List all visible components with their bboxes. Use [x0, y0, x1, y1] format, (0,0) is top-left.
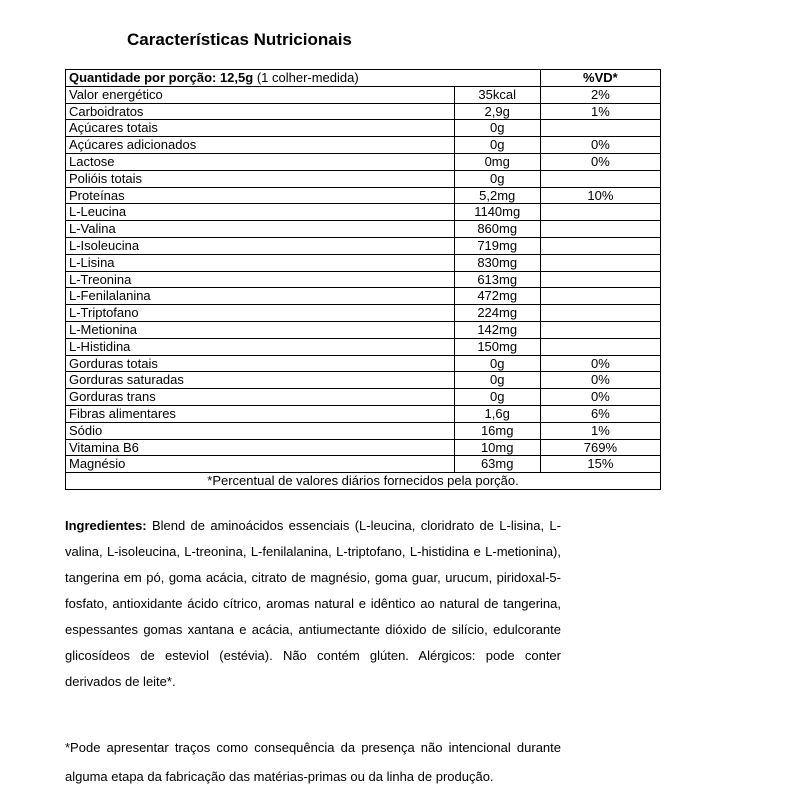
table-row	[66, 86, 661, 103]
nutrient-name: L-Treonina	[66, 271, 455, 288]
nutrient-name: Vitamina B6	[66, 439, 455, 456]
nutrient-name: L-Leucina	[66, 204, 455, 221]
table-row	[66, 405, 661, 422]
table-row	[66, 137, 661, 154]
nutrient-amount: 0g	[454, 355, 540, 372]
nutrient-vd	[540, 204, 660, 221]
nutrient-name: Gorduras saturadas	[66, 372, 455, 389]
nutrient-vd	[540, 305, 660, 322]
table-row	[66, 103, 661, 120]
table-row	[66, 187, 661, 204]
nutrient-amount: 16mg	[454, 422, 540, 439]
nutrient-name: Açúcares adicionados	[66, 137, 455, 154]
nutrient-name: L-Triptofano	[66, 305, 455, 322]
nutrient-amount: 10mg	[454, 439, 540, 456]
vd-header	[540, 70, 660, 87]
nutrient-vd	[540, 254, 660, 271]
nutrient-amount: 150mg	[454, 338, 540, 355]
nutrient-amount: 613mg	[454, 271, 540, 288]
nutrient-amount: 0g	[454, 389, 540, 406]
nutrient-name: L-Metionina	[66, 321, 455, 338]
nutrient-amount: 35kcal	[454, 86, 540, 103]
page-title: Características Nutricionais	[127, 30, 352, 49]
nutrient-vd	[540, 271, 660, 288]
nutrient-vd: 10%	[540, 187, 660, 204]
nutrition-table-footer	[66, 473, 661, 490]
nutrient-name: L-Isoleucina	[66, 237, 455, 254]
portion-detail: (1 colher-medida)	[253, 70, 359, 85]
nutrition-table-header	[66, 70, 661, 87]
table-row	[66, 389, 661, 406]
nutrient-name: L-Fenilalanina	[66, 288, 455, 305]
nutrient-amount: 0g	[454, 137, 540, 154]
table-row	[66, 456, 661, 473]
table-row	[66, 372, 661, 389]
table-row	[66, 170, 661, 187]
nutrient-vd	[540, 321, 660, 338]
table-row	[66, 338, 661, 355]
nutrient-amount: 0g	[454, 372, 540, 389]
nutrient-amount: 830mg	[454, 254, 540, 271]
nutrient-vd	[540, 221, 660, 238]
nutrient-vd: 0%	[540, 153, 660, 170]
nutrient-amount: 860mg	[454, 221, 540, 238]
table-row	[66, 237, 661, 254]
nutrient-vd: 2%	[540, 86, 660, 103]
nutrient-amount: 63mg	[454, 456, 540, 473]
table-row	[66, 288, 661, 305]
nutrient-vd	[540, 120, 660, 137]
nutrient-name: Gorduras totais	[66, 355, 455, 372]
table-row	[66, 355, 661, 372]
nutrient-name: Valor energético	[66, 86, 455, 103]
nutrient-amount: 472mg	[454, 288, 540, 305]
nutrient-vd	[540, 288, 660, 305]
nutrient-vd: 1%	[540, 103, 660, 120]
nutrient-amount: 5,2mg	[454, 187, 540, 204]
nutrient-amount: 1140mg	[454, 204, 540, 221]
nutrient-vd	[540, 170, 660, 187]
nutrient-name: Proteínas	[66, 187, 455, 204]
nutrient-amount: 1,6g	[454, 405, 540, 422]
nutrient-vd: 15%	[540, 456, 660, 473]
nutrient-name: L-Lisina	[66, 254, 455, 271]
nutrient-vd: 769%	[540, 439, 660, 456]
nutrient-name: Polióis totais	[66, 170, 455, 187]
nutrient-vd: 0%	[540, 389, 660, 406]
ingredients-text: Blend de aminoácidos essenciais (L-leucina, cloridrato de L-lisina, L-valina, L-isoleucina, L-treonina, L-fenilalanina, L-triptofano, L-histidina e L-metionina), tangerina em pó, goma acácia, citrato de magnésio, goma guar, urucum, piridoxal-5-fosfato, antioxidante ácido cítrico, aromas natural e idêntico ao natural de tangerina, espessantes gomas xantana e acácia, antiumectante dióxido de silício, edulcorante glicosídeos de esteviol (estévia). Não contém glúten. Alérgicos: pode conter derivados de leite*.	[65, 518, 561, 689]
nutrient-amount: 0g	[454, 170, 540, 187]
nutrient-vd: 6%	[540, 405, 660, 422]
table-row	[66, 321, 661, 338]
table-row	[66, 204, 661, 221]
table-row	[66, 422, 661, 439]
nutrient-vd: 0%	[540, 137, 660, 154]
portion-label: Quantidade por porção: 12,5g	[69, 70, 254, 85]
nutrient-name: L-Valina	[66, 221, 455, 238]
nutrient-amount: 142mg	[454, 321, 540, 338]
nutrient-name: Açúcares totais	[66, 120, 455, 137]
nutrient-amount: 224mg	[454, 305, 540, 322]
nutrient-name: Lactose	[66, 153, 455, 170]
table-row	[66, 439, 661, 456]
table-row	[66, 254, 661, 271]
allergen-note: *Pode apresentar traços como consequência da presença não intencional durante alguma etapa da fabricação das matérias-primas ou da linha de produção.	[65, 740, 561, 784]
nutrient-amount: 0g	[454, 120, 540, 137]
portion-cell	[66, 70, 541, 87]
table-row	[66, 153, 661, 170]
table-footnote: *Percentual de valores diários fornecidos pela porção.	[66, 473, 661, 490]
nutrient-vd	[540, 338, 660, 355]
nutrient-vd: 1%	[540, 422, 660, 439]
nutrient-name: Sódio	[66, 422, 455, 439]
ingredients-label: Ingredientes:	[65, 518, 147, 533]
nutrition-table	[65, 69, 661, 490]
table-row	[66, 120, 661, 137]
nutrient-vd: 0%	[540, 372, 660, 389]
nutrient-name: Fibras alimentares	[66, 405, 455, 422]
nutrient-name: L-Histidina	[66, 338, 455, 355]
nutrient-name: Magnésio	[66, 456, 455, 473]
nutrient-amount: 719mg	[454, 237, 540, 254]
nutrient-name: Carboidratos	[66, 103, 455, 120]
nutrient-amount: 2,9g	[454, 103, 540, 120]
vd-header-label: %VD*	[583, 70, 618, 85]
table-row	[66, 271, 661, 288]
nutrient-amount: 0mg	[454, 153, 540, 170]
nutrient-name: Gorduras trans	[66, 389, 455, 406]
nutrient-vd	[540, 237, 660, 254]
table-row	[66, 221, 661, 238]
table-row	[66, 305, 661, 322]
nutrient-vd: 0%	[540, 355, 660, 372]
ingredients-paragraph	[65, 513, 561, 695]
